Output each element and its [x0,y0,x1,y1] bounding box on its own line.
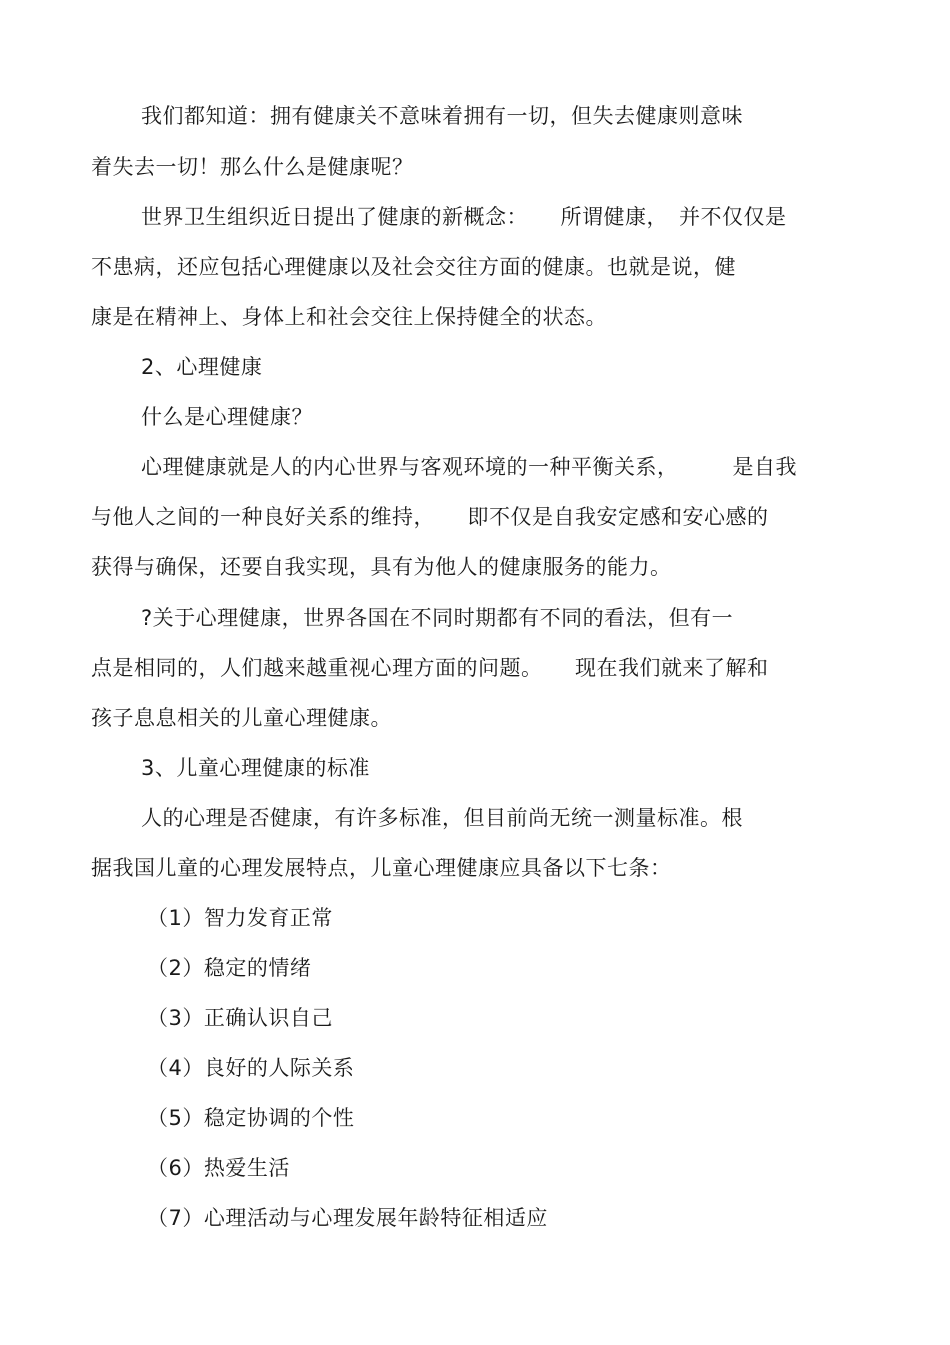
paragraph-3-line-2: 与他人之间的一种良好关系的维持， 即不仅是自我安定感和安心感的 [91,505,769,529]
paragraph-5-line-1: 人的心理是否健康，有许多标准，但目前尚无统一测量标准。根 [141,806,743,830]
criteria-item-4: （4）良好的人际关系 [147,1056,355,1080]
paragraph-1-line-2: 着失去一切！那么什么是健康呢？ [91,155,414,179]
criteria-item-2: （2）稳定的情绪 [147,956,312,980]
paragraph-2-line-2: 不患病，还应包括心理健康以及社会交往方面的健康。也就是说，健 [91,255,736,279]
paragraph-1-line-1: 我们都知道：拥有健康关不意味着拥有一切，但失去健康则意味 [141,104,743,128]
paragraph-4-line-1: ?关于心理健康，世界各国在不同时期都有不同的看法，但有一 [141,606,734,630]
paragraph-4-line-2: 点是相同的，人们越来越重视心理方面的问题。 现在我们就来了解和 [91,656,769,680]
criteria-item-1: （1）智力发育正常 [147,906,333,930]
paragraph-3-line-1: 心理健康就是人的内心世界与客观环境的一种平衡关系， 是自我 [141,455,797,479]
criteria-item-5: （5）稳定协调的个性 [147,1106,355,1130]
paragraph-3-line-3: 获得与确保，还要自我实现，具有为他人的健康服务的能力。 [91,555,672,579]
question-line: 什么是心理健康？ [141,405,313,429]
paragraph-2-line-1: 世界卫生组织近日提出了健康的新概念： 所谓健康， 并不仅仅是 [141,205,787,229]
criteria-item-6: （6）热爱生活 [147,1156,290,1180]
criteria-item-7: （7）心理活动与心理发展年龄特征相适应 [147,1206,548,1230]
section-heading-2: 2、心理健康 [141,355,263,379]
criteria-item-3: （3）正确认识自己 [147,1006,333,1030]
paragraph-5-line-2: 据我国儿童的心理发展特点，儿童心理健康应具备以下七条： [91,856,672,880]
paragraph-4-line-3: 孩子息息相关的儿童心理健康。 [91,706,392,730]
section-heading-3: 3、儿童心理健康的标准 [141,756,370,780]
paragraph-2-line-3: 康是在精神上、身体上和社会交往上保持健全的状态。 [91,305,607,329]
